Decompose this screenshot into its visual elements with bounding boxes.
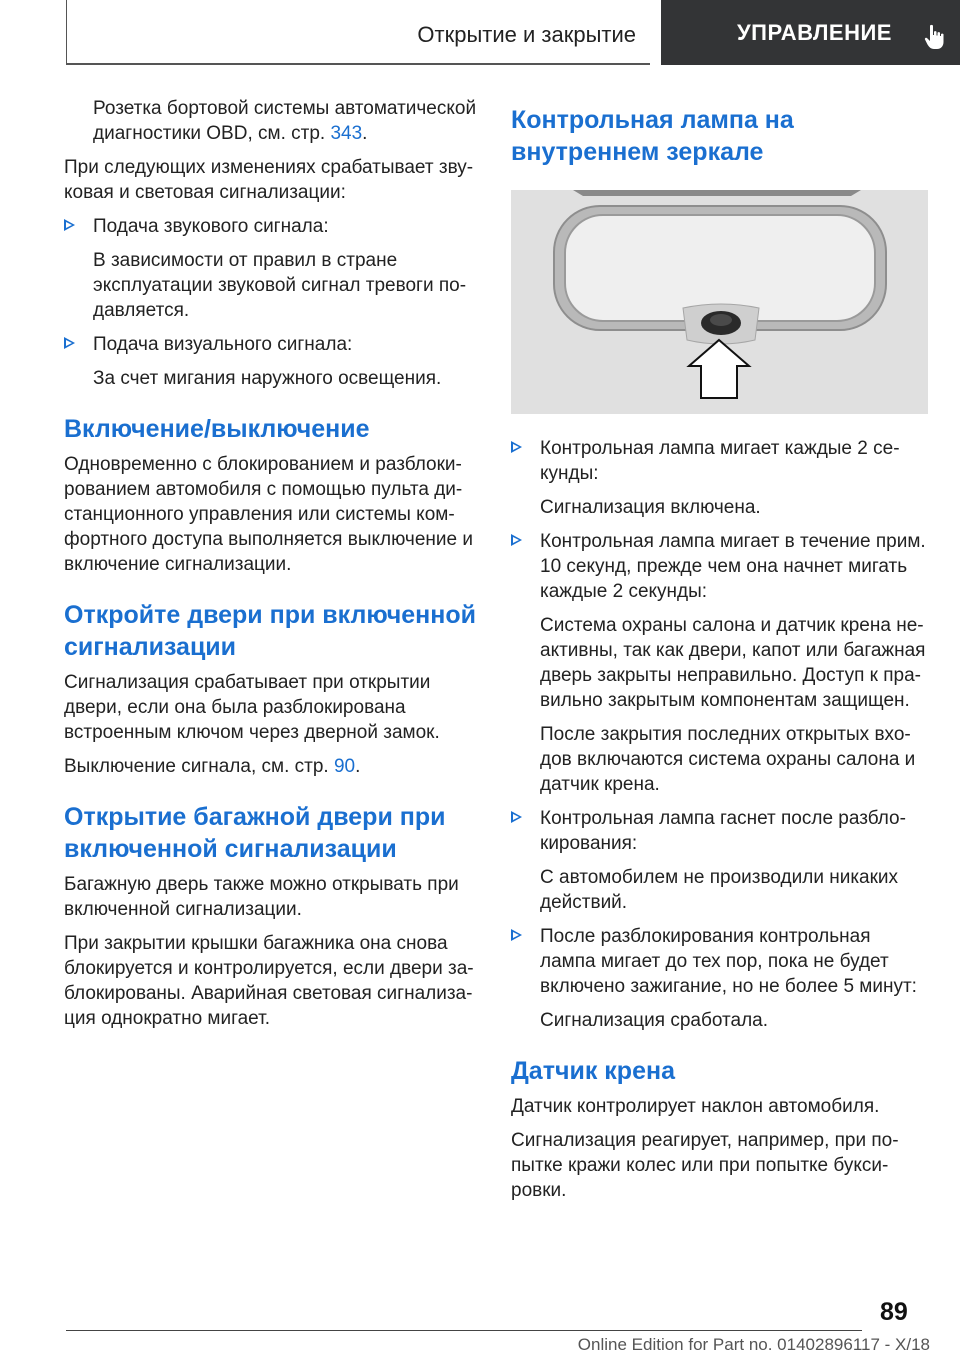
bullet-text: После разблокирования контрольная лампа мигает до тех пор, пока не будет включено зажигание, но не более 5 минут: bbox=[540, 926, 917, 997]
alarm-off-text-end: . bbox=[355, 756, 361, 777]
bullet-subtext: После закрытия последних открытых вхо-дов включаются система охраны салона и датчик крена. bbox=[540, 724, 916, 795]
tilt-paragraph-1: Датчик контролирует наклон автомобиля. bbox=[511, 1096, 880, 1117]
trunk-paragraph-2: При закрытии крышки багажника она снова блокируется и контролируется, если двери за-блокированы. Аварийная световая сигнализа-ция однократно мигает. bbox=[64, 933, 474, 1029]
rearview-mirror-illustration bbox=[511, 190, 928, 414]
list-item bbox=[511, 924, 929, 999]
footer-divider bbox=[66, 1330, 862, 1331]
alarm-intro-paragraph: При следующих изменениях срабатывает зву-ковая и световая сигнализации: bbox=[64, 157, 474, 203]
list-item bbox=[64, 214, 480, 239]
bullet-subtext: В зависимости от правил в стране эксплуатации звуковой сигнал тревоги по-давляется. bbox=[93, 250, 467, 321]
list-item bbox=[511, 806, 929, 856]
heading-open-doors: Откройте двери при включенной сигнализации bbox=[64, 601, 477, 661]
bullet-text: Подача звукового сигнала: bbox=[93, 216, 329, 237]
bullet-text: Контрольная лампа гаснет после разбло-кирования: bbox=[540, 808, 906, 854]
page-number: 89 bbox=[880, 1298, 908, 1326]
alarm-off-paragraph bbox=[64, 754, 480, 779]
edition-info: Online Edition for Part no. 01402896117 - X/18 bbox=[577, 1335, 930, 1354]
list-item bbox=[511, 436, 929, 486]
triangle-bullet-icon bbox=[64, 337, 75, 349]
bullet-subtext: Система охраны салона и датчик крена не-активны, так как двери, капот или багажная дверь закрыты неправильно. Доступ к пра-вильно закрытым компонентам защищен. bbox=[540, 615, 926, 711]
triangle-bullet-icon bbox=[511, 441, 522, 453]
bullet-text: Контрольная лампа мигает в течение прим. 10 секунд, прежде чем она начнет мигать каждые 2 секунды: bbox=[540, 531, 926, 602]
page-link-343[interactable]: 343 bbox=[330, 123, 363, 144]
heading-indicator-lamp: Контрольная лампа на внутреннем зеркале bbox=[511, 106, 794, 166]
obd-paragraph bbox=[64, 96, 480, 146]
list-item bbox=[511, 529, 929, 604]
alarm-off-text: Выключение сигнала, см. стр. bbox=[64, 756, 334, 777]
triangle-bullet-icon bbox=[511, 929, 522, 941]
header-divider-bottom bbox=[66, 63, 650, 65]
mirror-drawing bbox=[511, 190, 928, 414]
bullet-subtext: Сигнализация включена. bbox=[540, 497, 761, 518]
bullet-subtext: Сигнализация сработала. bbox=[540, 1010, 769, 1031]
tilt-paragraph-2: Сигнализация реагирует, например, при по-пытке кражи колес или при попытке букси-ровки. bbox=[511, 1130, 899, 1201]
header-divider-left bbox=[66, 0, 67, 64]
section-title: Открытие и закрытие bbox=[417, 22, 636, 47]
heading-tilt-sensor: Датчик крена bbox=[511, 1057, 675, 1085]
triangle-bullet-icon bbox=[511, 534, 522, 546]
chapter-title: УПРАВЛЕНИЕ bbox=[737, 19, 892, 45]
left-column bbox=[64, 96, 480, 1040]
list-item bbox=[64, 332, 480, 357]
heading-on-off: Включение/выключение bbox=[64, 415, 370, 443]
obd-text-end: . bbox=[362, 123, 368, 144]
bullet-subtext: С автомобилем не производили никаких действий. bbox=[540, 867, 899, 913]
heading-open-trunk: Открытие багажной двери при включенной сигнализации bbox=[64, 803, 446, 863]
hand-pointer-icon bbox=[924, 24, 946, 50]
triangle-bullet-icon bbox=[64, 219, 75, 231]
page-link-90[interactable]: 90 bbox=[333, 756, 356, 777]
triangle-bullet-icon bbox=[511, 811, 522, 823]
trunk-paragraph-1: Багажную дверь также можно открывать при включенной сигнализации. bbox=[64, 874, 459, 920]
open-doors-paragraph: Сигнализация срабатывает при открытии двери, если она была разблокирована встроенным ключом через дверной замок. bbox=[64, 672, 440, 743]
on-off-paragraph: Одновременно с блокированием и разблоки-рованием автомобиля с помощью пульта ди-станционного управления или системы ком-фортного доступа выполняется выключение и включение сигнализации. bbox=[64, 454, 473, 575]
bullet-text: Подача визуального сигнала: bbox=[93, 334, 353, 355]
obd-text: Розетка бортовой системы автоматической диагностики OBD, см. стр. bbox=[93, 98, 477, 144]
right-column bbox=[511, 104, 929, 1212]
bullet-subtext: За счет мигания наружного освещения. bbox=[93, 368, 442, 389]
chapter-tab[interactable] bbox=[661, 0, 960, 65]
bullet-text: Контрольная лампа мигает каждые 2 се-кунды: bbox=[540, 438, 900, 484]
